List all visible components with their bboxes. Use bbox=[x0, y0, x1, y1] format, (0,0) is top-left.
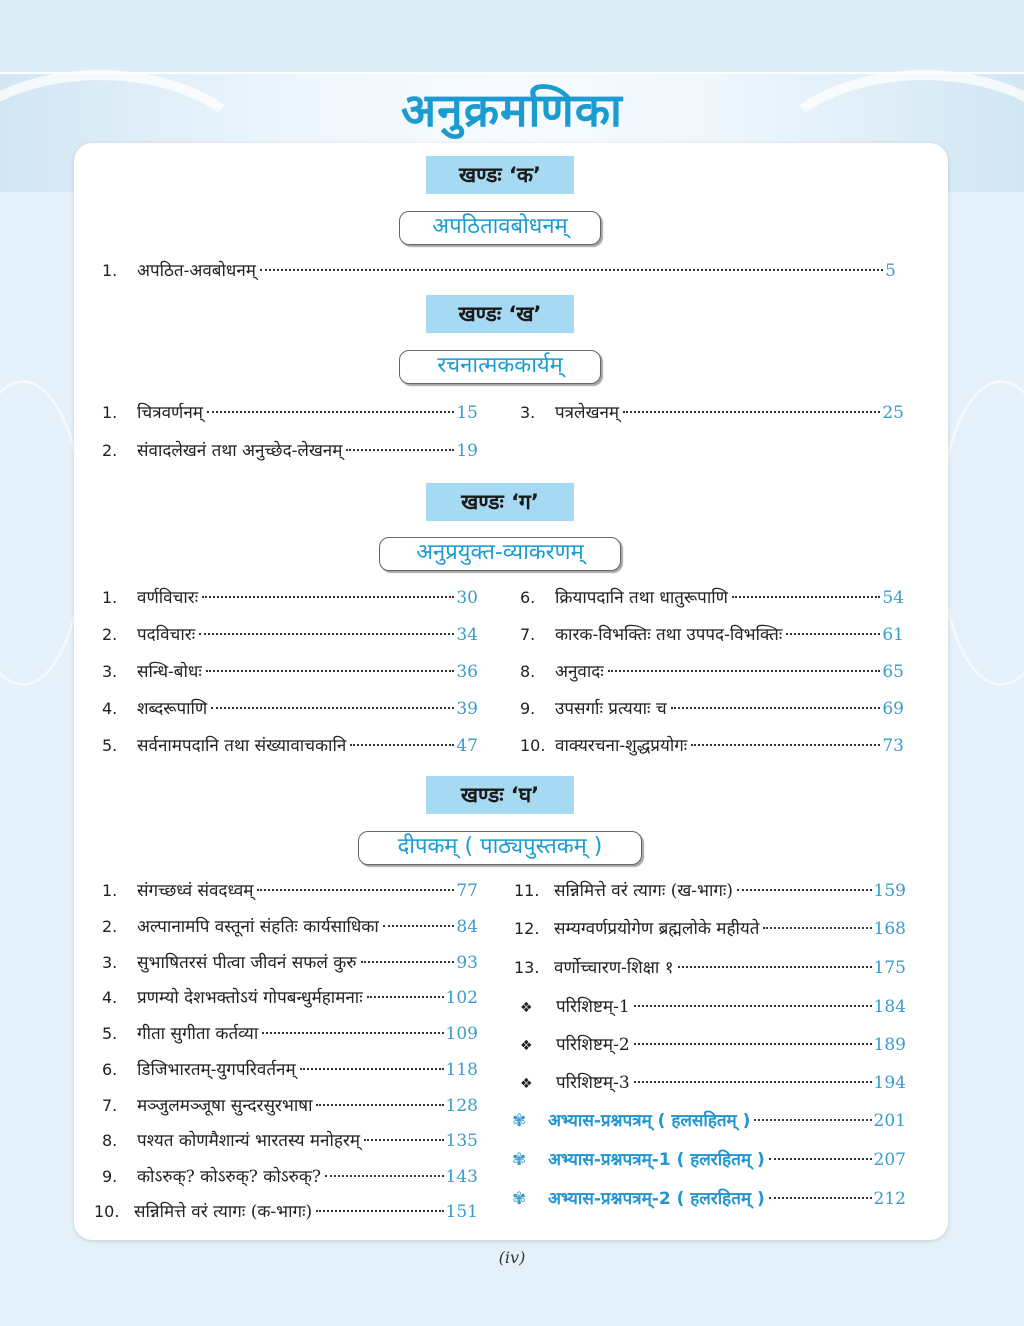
dot-leader bbox=[199, 633, 454, 635]
entry-title: अल्पानामपि वस्तूनां संहतिः कार्यसाधिका bbox=[137, 917, 379, 937]
subheading-rachanatmak: रचनात्मककार्यम् bbox=[399, 350, 601, 384]
diamond-bullet-icon: ❖ bbox=[520, 1000, 533, 1016]
entry-number: 9. bbox=[520, 699, 536, 718]
entry-page: 109 bbox=[445, 1024, 478, 1044]
entry-title: अपठित-अवबोधनम् bbox=[137, 261, 256, 281]
khanda-kha-heading: खण्डः ‘ख’ bbox=[426, 295, 574, 333]
entry-number: 1. bbox=[102, 261, 118, 280]
entry-title: पदविचारः bbox=[137, 625, 196, 645]
dot-leader bbox=[202, 596, 454, 598]
toc-entry[interactable] bbox=[102, 622, 478, 648]
dot-leader bbox=[691, 744, 880, 746]
entry-page: 93 bbox=[456, 953, 478, 973]
entry-page: 36 bbox=[456, 662, 478, 682]
dot-leader bbox=[634, 1043, 872, 1045]
toc-entry[interactable] bbox=[512, 1108, 906, 1134]
entry-title: संवादलेखनं तथा अनुच्छेद-लेखनम् bbox=[137, 441, 343, 461]
entry-number: 1. bbox=[102, 881, 118, 900]
entry-number: 3. bbox=[520, 403, 536, 422]
entry-page: 159 bbox=[873, 881, 906, 901]
dot-leader bbox=[367, 996, 444, 998]
toc-entry[interactable] bbox=[102, 914, 478, 940]
toc-entry[interactable] bbox=[512, 1147, 906, 1173]
entry-page: 175 bbox=[873, 958, 906, 978]
toc-entry[interactable] bbox=[514, 955, 906, 981]
entry-page: 34 bbox=[456, 625, 478, 645]
entry-page: 30 bbox=[456, 588, 478, 608]
dot-leader bbox=[325, 1175, 444, 1177]
entry-title: संगच्छध्वं संवदध्वम् bbox=[137, 881, 254, 901]
dot-leader bbox=[732, 596, 880, 598]
entry-number: 2. bbox=[102, 625, 118, 644]
toc-entry[interactable] bbox=[102, 733, 478, 759]
entry-title: सम्यग्वर्णप्रयोगेण ब्रह्मलोके महीयते bbox=[554, 919, 760, 939]
entry-title: सन्निमित्ते वरं त्यागः (ख-भागः) bbox=[554, 881, 733, 901]
entry-number: 13. bbox=[514, 958, 540, 977]
entry-title: परिशिष्टम्-3 bbox=[556, 1073, 630, 1093]
toc-entry[interactable] bbox=[102, 1057, 478, 1083]
entry-page: 54 bbox=[882, 588, 904, 608]
entry-title: वाक्यरचना-शुद्धप्रयोगः bbox=[555, 736, 688, 756]
entry-number: 4. bbox=[102, 699, 118, 718]
subheading-vyakaranam: अनुप्रयुक्त-व्याकरणम् bbox=[379, 537, 621, 571]
entry-page: 61 bbox=[882, 625, 904, 645]
entry-title: सन्निमित्ते वरं त्यागः (क-भागः) bbox=[134, 1202, 313, 1222]
entry-title: वर्णविचारः bbox=[137, 588, 199, 608]
toc-entry[interactable] bbox=[102, 950, 478, 976]
flower-bullet-icon: ✾ bbox=[512, 1111, 527, 1131]
dot-leader bbox=[300, 1068, 444, 1070]
khanda-ga-heading: खण्डः ‘ग’ bbox=[426, 483, 574, 521]
toc-entry[interactable] bbox=[102, 878, 478, 904]
entry-number: 8. bbox=[520, 662, 536, 681]
entry-page: 212 bbox=[873, 1189, 906, 1209]
entry-title: सुभाषितरसं पीत्वा जीवनं सफलं कुरु bbox=[137, 953, 357, 973]
page-title: अनुक्रमणिका bbox=[401, 83, 623, 137]
toc-entry[interactable] bbox=[520, 994, 906, 1020]
entry-number: 10. bbox=[520, 736, 546, 755]
toc-entry[interactable] bbox=[102, 1164, 478, 1190]
entry-title: सन्धि-बोधः bbox=[137, 662, 202, 682]
entry-page: 168 bbox=[873, 919, 906, 939]
entry-page: 77 bbox=[456, 881, 478, 901]
toc-entry[interactable] bbox=[102, 400, 478, 426]
dot-leader bbox=[608, 670, 881, 672]
dot-leader bbox=[737, 889, 872, 891]
entry-number: 2. bbox=[102, 917, 118, 936]
entry-title: अभ्यास-प्रश्नपत्रम्-2 ( हलरहितम् ) bbox=[548, 1189, 765, 1209]
page-number: (iv) bbox=[498, 1248, 526, 1267]
entry-title: शब्दरूपाणि bbox=[137, 699, 208, 719]
khanda-gha-heading: खण्डः ‘घ’ bbox=[426, 776, 574, 814]
entry-page: 151 bbox=[445, 1202, 478, 1222]
entry-page: 47 bbox=[456, 736, 478, 756]
entry-page: 135 bbox=[445, 1131, 478, 1151]
entry-title: प्रणम्यो देशभक्तोऽयं गोपबन्धुर्महामनाः bbox=[137, 988, 363, 1008]
entry-title: गीता सुगीता कर्तव्या bbox=[137, 1024, 259, 1044]
entry-number: 4. bbox=[102, 988, 118, 1007]
entry-title: कोऽरुक्? कोऽरुक्? कोऽरुक्? bbox=[137, 1167, 322, 1187]
top-background-band bbox=[0, 0, 1024, 74]
entry-page: 84 bbox=[456, 917, 478, 937]
entry-page: 15 bbox=[456, 403, 478, 423]
toc-entry[interactable] bbox=[520, 585, 904, 611]
diamond-bullet-icon: ❖ bbox=[520, 1038, 533, 1054]
toc-entry[interactable] bbox=[512, 1186, 906, 1212]
entry-title: वर्णोच्चारण-शिक्षा १ bbox=[554, 958, 674, 978]
entry-page: 184 bbox=[873, 997, 906, 1017]
entry-page: 189 bbox=[873, 1035, 906, 1055]
entry-page: 118 bbox=[445, 1060, 478, 1080]
toc-entry[interactable] bbox=[102, 985, 478, 1011]
dot-leader bbox=[206, 670, 455, 672]
entry-number: 2. bbox=[102, 441, 118, 460]
toc-entry[interactable] bbox=[102, 1128, 478, 1154]
diamond-bullet-icon: ❖ bbox=[520, 1076, 533, 1092]
dot-leader bbox=[257, 889, 454, 891]
entry-page: 73 bbox=[882, 736, 904, 756]
dot-leader bbox=[634, 1081, 872, 1083]
entry-page: 201 bbox=[873, 1111, 906, 1131]
entry-page: 69 bbox=[882, 699, 904, 719]
dot-leader bbox=[364, 1139, 444, 1141]
entry-title: मञ्जुलमञ्जूषा सुन्दरसुरभाषा bbox=[137, 1096, 313, 1116]
entry-page: 19 bbox=[456, 441, 478, 461]
toc-entry[interactable] bbox=[520, 1070, 906, 1096]
entry-page: 5 bbox=[885, 261, 896, 281]
dot-leader bbox=[786, 633, 880, 635]
entry-page: 102 bbox=[445, 988, 478, 1008]
dot-leader bbox=[350, 744, 454, 746]
entry-number: 10. bbox=[94, 1202, 120, 1221]
dot-leader bbox=[769, 1158, 872, 1160]
entry-title: कारक-विभक्तिः तथा उपपद-विभक्तिः bbox=[555, 625, 783, 645]
entry-title: चित्रवर्णनम् bbox=[137, 403, 203, 423]
entry-number: 12. bbox=[514, 919, 540, 938]
decorative-swirl-right bbox=[938, 380, 1024, 686]
entry-number: 7. bbox=[520, 625, 536, 644]
entry-page: 194 bbox=[873, 1073, 906, 1093]
entry-number: 8. bbox=[102, 1131, 118, 1150]
subheading-apathita: अपठितावबोधनम् bbox=[399, 211, 601, 245]
toc-entry[interactable] bbox=[520, 400, 904, 426]
toc-entry[interactable] bbox=[520, 733, 904, 759]
toc-entry[interactable] bbox=[94, 1199, 478, 1225]
toc-entry[interactable] bbox=[102, 1021, 478, 1047]
dot-leader bbox=[678, 966, 872, 968]
toc-entry[interactable] bbox=[520, 659, 904, 685]
entry-title: अभ्यास-प्रश्नपत्रम् ( हलसहितम् ) bbox=[548, 1111, 751, 1131]
toc-entry[interactable] bbox=[514, 878, 906, 904]
toc-entry[interactable] bbox=[102, 659, 478, 685]
entry-title: अनुवादः bbox=[555, 662, 604, 682]
entry-page: 25 bbox=[882, 403, 904, 423]
toc-entry[interactable] bbox=[102, 1093, 478, 1119]
flower-bullet-icon: ✾ bbox=[512, 1150, 527, 1170]
dot-leader bbox=[769, 1197, 872, 1199]
toc-entry[interactable] bbox=[102, 696, 478, 722]
dot-leader bbox=[671, 707, 881, 709]
entry-title: अभ्यास-प्रश्नपत्रम्-1 ( हलरहितम् ) bbox=[548, 1150, 765, 1170]
dot-leader bbox=[316, 1210, 443, 1212]
subheading-deepakam: दीपकम् ( पाठ्यपुस्तकम् ) bbox=[358, 831, 642, 865]
entry-page: 65 bbox=[882, 662, 904, 682]
entry-number: 7. bbox=[102, 1096, 118, 1115]
entry-number: 6. bbox=[102, 1060, 118, 1079]
dot-leader bbox=[383, 925, 455, 927]
dot-leader bbox=[316, 1104, 443, 1106]
entry-number: 6. bbox=[520, 588, 536, 607]
dot-leader bbox=[262, 1032, 443, 1034]
entry-number: 1. bbox=[102, 588, 118, 607]
entry-title: परिशिष्टम्-2 bbox=[556, 1035, 630, 1055]
entry-page: 39 bbox=[456, 699, 478, 719]
toc-entry[interactable] bbox=[102, 585, 478, 611]
toc-entry[interactable] bbox=[520, 622, 904, 648]
entry-number: 1. bbox=[102, 403, 118, 422]
toc-entry[interactable] bbox=[520, 1032, 906, 1058]
entry-number: 11. bbox=[514, 881, 540, 900]
dot-leader bbox=[634, 1005, 872, 1007]
entry-number: 9. bbox=[102, 1167, 118, 1186]
entry-title: पत्रलेखनम् bbox=[555, 403, 620, 423]
entry-title: परिशिष्टम्-1 bbox=[556, 997, 630, 1017]
entry-title: डिजिभारतम्-युगपरिवर्तनम् bbox=[137, 1060, 296, 1080]
dot-leader bbox=[754, 1119, 871, 1121]
dot-leader bbox=[346, 449, 454, 451]
toc-entry[interactable] bbox=[102, 258, 896, 284]
entry-title: उपसर्गाः प्रत्ययाः च bbox=[555, 699, 667, 719]
entry-title: पश्यत कोणमैशान्यं भारतस्य मनोहरम् bbox=[137, 1131, 361, 1151]
entry-number: 5. bbox=[102, 736, 118, 755]
dot-leader bbox=[361, 961, 455, 963]
dot-leader bbox=[207, 411, 454, 413]
entry-title: क्रियापदानि तथा धातुरूपाणि bbox=[555, 588, 728, 608]
entry-number: 3. bbox=[102, 662, 118, 681]
entry-title: सर्वनामपदानि तथा संख्यावाचकानि bbox=[137, 736, 347, 756]
toc-entry[interactable] bbox=[520, 696, 904, 722]
entry-page: 207 bbox=[873, 1150, 906, 1170]
dot-leader bbox=[623, 411, 880, 413]
entry-page: 128 bbox=[445, 1096, 478, 1116]
flower-bullet-icon: ✾ bbox=[512, 1189, 527, 1209]
entry-number: 5. bbox=[102, 1024, 118, 1043]
dot-leader bbox=[260, 269, 883, 271]
entry-number: 3. bbox=[102, 953, 118, 972]
toc-entry[interactable] bbox=[102, 438, 478, 464]
dot-leader bbox=[211, 707, 454, 709]
toc-entry[interactable] bbox=[514, 916, 906, 942]
dot-leader bbox=[763, 927, 871, 929]
entry-page: 143 bbox=[445, 1167, 478, 1187]
khanda-ka-heading: खण्डः ‘क’ bbox=[426, 156, 574, 194]
